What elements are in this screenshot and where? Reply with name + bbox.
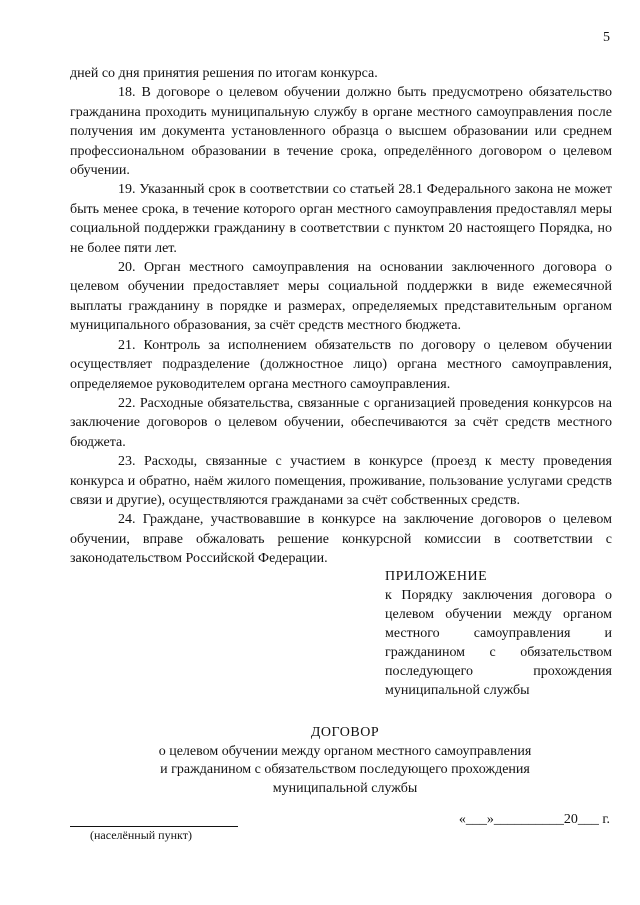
paragraph-18: 18. В договоре о целевом обучении должно быть предусмотрено обязательство гражданина проходить муниципальную службу в органе местного самоуправления после получения им документа установленного образца о высшем образовании или среднем профессиональном образовании в течение срока, определённого договором о целевом обучении.	[70, 85, 612, 179]
body-text	[70, 64, 612, 569]
contract-title: ДОГОВОР	[310, 725, 380, 740]
paragraph-23: 23. Расходы, связанные с участием в конкурсе (проезд к месту проведения конкурса и обратно, наём жилого помещения, проживание, пользование услугами средств связи и другие), осуществляются гражданами за счёт собственных средств.	[70, 454, 612, 508]
paragraph-19: 19. Указанный срок в соответствии со статьей 28.1 Федерального закона не может быть менее срока, в течение которого орган местного самоуправления предоставлял меры социальной поддержки гражданину в соответствии с пунктом 20 настоящего Порядка, но не более пяти лет.	[70, 182, 612, 256]
appendix-text: к Порядку заключения договора о целевом обучении между органом местного самоуправления и гражданином с обязательством последующего прохождения муниципальной службы	[385, 588, 612, 698]
contract-subtitle-line: и гражданином с обязательством последующего прохождения	[160, 762, 530, 777]
paragraph-24: 24. Граждане, участвовавшие в конкурсе на заключение договоров о целевом обучении, вправе обжаловать решение конкурсной комиссии в соответствии с законодательством Российской Федерации.	[70, 512, 612, 567]
paragraph-22: 22. Расходные обязательства, связанные с организацией проведения конкурсов на заключение договоров о целевом обучении, обеспечиваются за счёт средств местного бюджета.	[70, 395, 612, 450]
contract-heading	[100, 724, 590, 798]
appendix-title: ПРИЛОЖЕНИЕ	[385, 569, 488, 584]
paragraph-21: 21. Контроль за исполнением обязательств по договору о целевом обучении осуществляет подразделение (должностное лицо) органа местного самоуправления, определяемое руководителем органа местного самоуправления.	[70, 337, 612, 392]
appendix-block	[385, 567, 612, 700]
paragraph-20: 20. Орган местного самоуправления на основании заключенного договора о целевом обучении предоставляет меры социальной поддержки в виде ежемесячной выплаты гражданину в порядке и размерах, определяемых представительным органом муниципального образования, за счёт средств местного бюджета.	[70, 260, 612, 334]
contract-subtitle-line: о целевом обучении между органом местного самоуправления	[158, 743, 532, 759]
place-caption: (населённый пункт)	[90, 828, 192, 842]
contract-subtitle-line: муниципальной службы	[272, 780, 418, 796]
page-number: 5	[603, 30, 610, 45]
place-blank-line	[70, 812, 238, 827]
date-field: «___»__________20___ г.	[458, 812, 610, 827]
paragraph-continuation: дней со дня принятия решения по итогам конкурса.	[70, 66, 378, 81]
